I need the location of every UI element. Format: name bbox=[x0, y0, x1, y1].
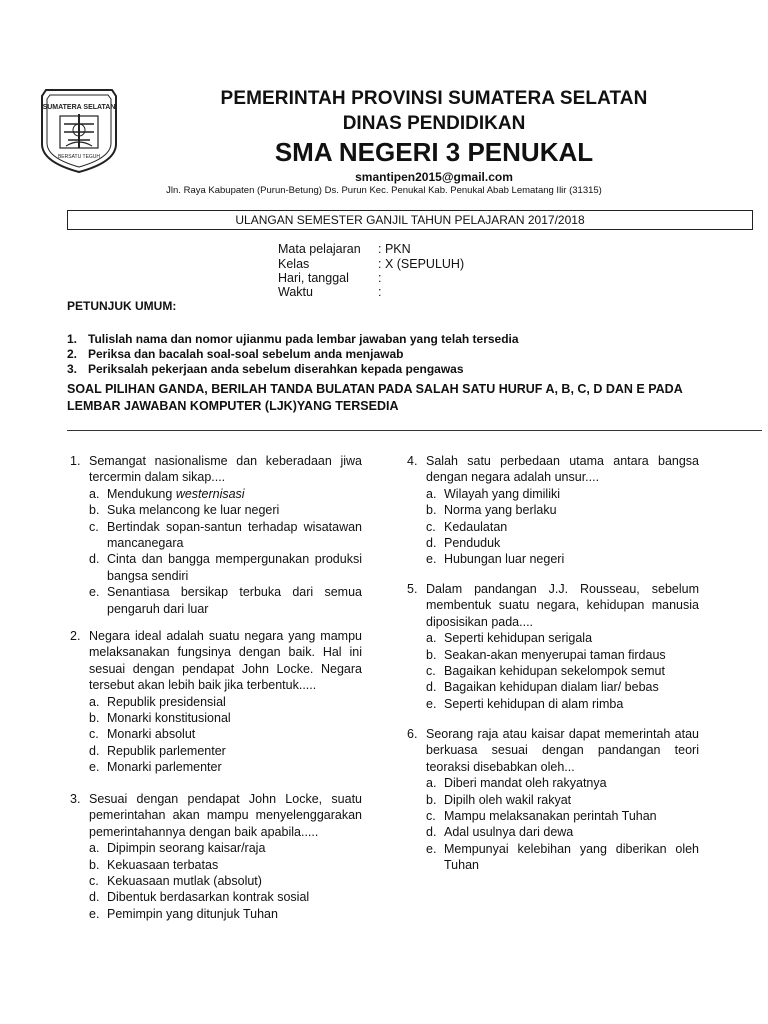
option-d: d. Bagaikan kehidupan dialam liar/ bebas bbox=[426, 680, 659, 695]
option-e: e. Hubungan luar negeri bbox=[426, 552, 565, 567]
info-value: : bbox=[378, 285, 382, 299]
option-b: b. Suka melancong ke luar negeri bbox=[89, 503, 280, 518]
option-d: d. Cinta dan bangga mempergunakan produksi bangsa sendiri bbox=[89, 552, 362, 583]
instruction-number: 3. bbox=[67, 362, 78, 376]
question-1 bbox=[70, 453, 362, 617]
instruction-number: 1. bbox=[67, 332, 78, 346]
seal-bottom-text: BERSATU TEGUH bbox=[57, 154, 101, 160]
question-number: 5. bbox=[407, 582, 418, 596]
option-e: e. Monarki parlementer bbox=[89, 760, 222, 775]
option-a: a. Mendukung westernisasi bbox=[89, 486, 245, 501]
school-name: SMA NEGERI 3 PENUKAL bbox=[274, 137, 594, 167]
option-c: c. Bagaikan kehidupan sekelompok semut bbox=[426, 664, 665, 679]
option-d: d. Dibentuk berdasarkan kontrak sosial bbox=[89, 890, 310, 905]
option-c: c. Mampu melaksanakan perintah Tuhan bbox=[426, 809, 657, 824]
info-value: : X (SEPULUH) bbox=[378, 257, 465, 271]
school-email: smantipen2015@gmail.com bbox=[355, 170, 513, 184]
info-row-subject bbox=[278, 242, 411, 257]
info-row-date bbox=[278, 271, 381, 286]
question-text: Salah satu perbedaan utama antara bangsa dengan negara adalah unsur.... bbox=[426, 454, 699, 485]
option-e: e. Seperti kehidupan di alam rimba bbox=[426, 696, 624, 711]
info-label: Mata pelajaran bbox=[278, 242, 361, 256]
question-text: Negara ideal adalah suatu negara yang mampu melaksanakan fungsinya dengan baik. Hal ini sesuai dengan pendapat John Locke. Negara tersebut akan lebih baik jika terbentuk..... bbox=[89, 629, 362, 693]
instruction-number: 2. bbox=[67, 347, 78, 361]
instruction-text: Periksalah pekerjaan anda sebelum diserahkan kepada pengawas bbox=[88, 362, 464, 376]
seal-top-text: SUMATERA SELATAN bbox=[42, 104, 116, 111]
question-number: 2. bbox=[70, 629, 81, 643]
question-text: Dalam pandangan J.J. Rousseau, sebelum membentuk suatu negara, kehidupan manusia diposisikan pada.... bbox=[426, 582, 699, 629]
question-3 bbox=[70, 791, 362, 922]
exam-title-box bbox=[67, 210, 753, 230]
option-b: b. Seakan-akan menyerupai taman firdaus bbox=[426, 647, 666, 662]
info-label: Kelas bbox=[278, 257, 310, 271]
divider bbox=[67, 430, 762, 431]
info-row-class bbox=[278, 257, 464, 272]
option-e: e. Mempunyai kelebihan yang diberikan oleh Tuhan bbox=[426, 841, 699, 873]
department-title: DINAS PENDIDIKAN bbox=[342, 113, 526, 134]
option-c: c. Kekuasaan mutlak (absolut) bbox=[89, 874, 262, 889]
question-2 bbox=[70, 628, 362, 776]
option-d: d. Penduduk bbox=[426, 536, 501, 551]
section-heading: SOAL PILIHAN GANDA, BERILAH TANDA BULATAN PADA SALAH SATU HURUF A, B, C, D DAN E PADA LEMBAR JAWABAN KOMPUTER (LJK)YANG TERSEDIA bbox=[67, 382, 683, 413]
option-c: c. Bertindak sopan-santun terhadap wisatawan mancanegara bbox=[89, 519, 362, 551]
instruction-text: Periksa dan bacalah soal-soal sebelum anda menjawab bbox=[88, 347, 404, 361]
question-text: Sesuai dengan pendapat John Locke, suatu pemerintahan akan mampu menyelenggarakan pemerintahannya dengan baik apabila..... bbox=[89, 792, 362, 839]
option-b: b. Kekuasaan terbatas bbox=[89, 857, 219, 872]
question-number: 1. bbox=[70, 454, 81, 468]
question-text: Seorang raja atau kaisar dapat memerintah atau berkuasa sesuai dengan pandangan teori teoraksi disebabkan oleh... bbox=[426, 727, 699, 774]
info-label: Hari, tanggal bbox=[278, 271, 349, 285]
question-text: Semangat nasionalisme dan keberadaan jiwa tercermin dalam sikap.... bbox=[89, 454, 362, 485]
info-label: Waktu bbox=[278, 285, 313, 299]
info-value: : bbox=[378, 271, 382, 285]
option-a: a. Dipimpin seorang kaisar/raja bbox=[89, 841, 266, 856]
school-address: Jln. Raya Kabupaten (Purun-Betung) Ds. Purun Kec. Penukal Kab. Penukal Abab Lematang Ilir (31315) bbox=[166, 185, 602, 196]
option-b: b. Monarki konstitusional bbox=[89, 711, 231, 726]
question-6 bbox=[407, 726, 699, 874]
instructions-title: PETUNJUK UMUM: bbox=[67, 299, 177, 313]
instruction-text: Tulislah nama dan nomor ujianmu pada lembar jawaban yang telah tersedia bbox=[88, 332, 519, 346]
question-4 bbox=[407, 453, 699, 568]
instruction-item bbox=[67, 347, 403, 362]
info-row-time bbox=[278, 285, 381, 300]
option-b: b. Norma yang berlaku bbox=[426, 503, 557, 518]
instruction-item bbox=[67, 362, 464, 377]
question-number: 4. bbox=[407, 454, 418, 468]
government-title: PEMERINTAH PROVINSI SUMATERA SELATAN bbox=[220, 88, 648, 109]
option-a: a. Republik presidensial bbox=[89, 694, 226, 709]
option-c: c. Kedaulatan bbox=[426, 519, 508, 534]
option-b: b. Dipilh oleh wakil rakyat bbox=[426, 792, 572, 807]
info-value: : PKN bbox=[378, 242, 411, 256]
option-c: c. Monarki absolut bbox=[89, 727, 196, 742]
option-a: a. Wilayah yang dimiliki bbox=[426, 486, 561, 501]
option-a: a. Seperti kehidupan serigala bbox=[426, 631, 593, 646]
option-e: e. Senantiasa bersikap terbuka dari semua pengaruh dari luar bbox=[89, 585, 362, 616]
instruction-item bbox=[67, 332, 519, 347]
question-5 bbox=[407, 581, 699, 712]
question-number: 3. bbox=[70, 792, 81, 806]
option-d: d. Republik parlementer bbox=[89, 743, 226, 758]
exam-title: ULANGAN SEMESTER GANJIL TAHUN PELAJARAN 2017/2018 bbox=[235, 213, 585, 227]
option-a: a. Diberi mandat oleh rakyatnya bbox=[426, 776, 607, 791]
option-e: e. Pemimpin yang ditunjuk Tuhan bbox=[89, 906, 278, 921]
question-number: 6. bbox=[407, 727, 418, 741]
option-d: d. Adal usulnya dari dewa bbox=[426, 825, 574, 840]
